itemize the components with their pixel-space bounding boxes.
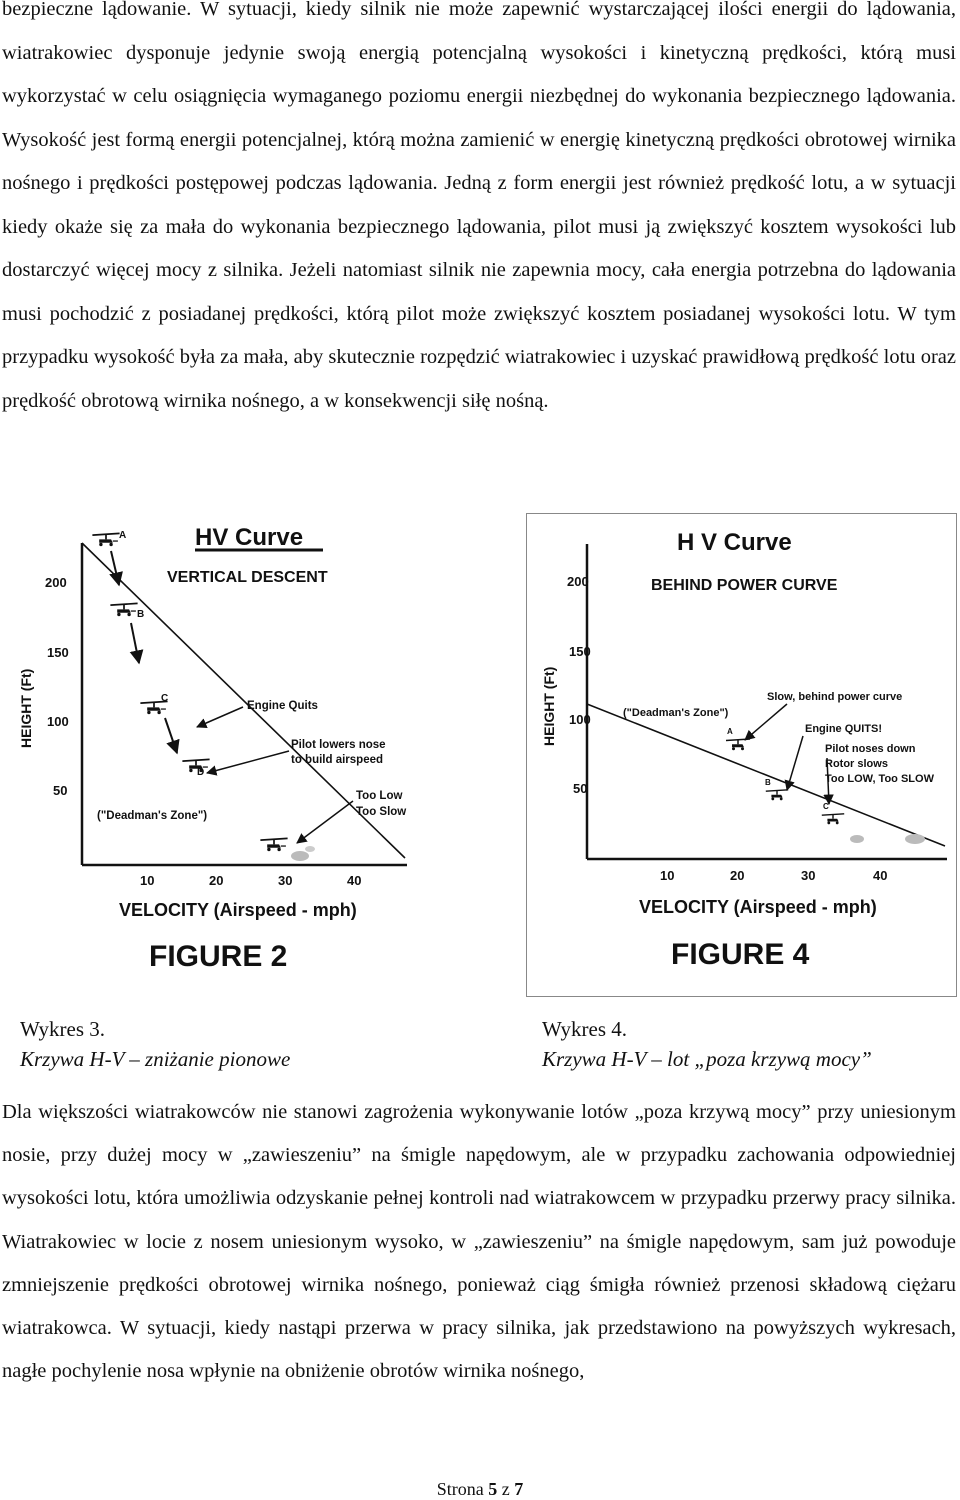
fig2-xtick: 30 — [278, 873, 293, 888]
fig4-xtick: 20 — [730, 868, 745, 883]
page-footer — [0, 1478, 960, 1500]
fig4-xtick: 30 — [801, 868, 816, 883]
fig2-annotation: Pilot lowers nose — [291, 739, 386, 751]
fig2-xtick: 10 — [140, 873, 155, 888]
page-of: z — [501, 1479, 510, 1499]
fig2-annotation: to build airspeed — [291, 754, 384, 766]
fig4-ylabel: HEIGHT (Ft) — [541, 666, 557, 746]
gyrocopter-icon — [726, 739, 750, 750]
gyrocopter-icon — [110, 603, 137, 616]
page-label: Strona — [436, 1479, 484, 1499]
fig2-ytick: 150 — [47, 645, 69, 660]
fig4-ytick: 200 — [567, 574, 589, 589]
fig2-figure-label: FIGURE 2 — [149, 940, 288, 973]
fig4-annotation: ("Deadman's Zone") — [623, 707, 729, 719]
gyrocopter-icon — [182, 759, 209, 772]
gyrocopter-icon — [260, 838, 287, 851]
fig4-xlabel: VELOCITY (Airspeed - mph) — [639, 897, 877, 917]
fig2-xlabel: VELOCITY (Airspeed - mph) — [119, 900, 357, 920]
figure-4-hv-curve-behind-power-curve — [526, 513, 957, 997]
caption-label: Wykres 3. — [20, 1017, 106, 1041]
fig2-ylabel: HEIGHT (Ft) — [18, 668, 34, 748]
fig4-subtitle: BEHIND POWER CURVE — [651, 577, 838, 594]
caption-text: Krzywa H-V – lot „poza krzywą mocy” — [542, 1047, 872, 1071]
page-total: 7 — [514, 1479, 524, 1499]
fig2-point-label: D — [197, 767, 205, 778]
gyrocopter-icon — [822, 814, 844, 825]
fig2-point-label: A — [119, 530, 127, 541]
fig4-point-label: A — [727, 727, 733, 736]
fig4-point-label: B — [765, 778, 771, 787]
fig4-ytick: 100 — [569, 712, 591, 727]
figure-2-caption — [20, 1014, 290, 1074]
gyrocopter-icon — [92, 533, 119, 546]
fig4-xtick: 10 — [660, 868, 675, 883]
fig4-title: H V Curve — [677, 529, 792, 556]
body-paragraph-1: bezpieczne lądowanie. W sytuacji, kiedy silnik nie może zapewnić wystarczającej ilości energii do lądowania, wiatrakowiec dysponuje jedynie swoją energią potencjalną wysokości i kinetyczną prędkości, którą musi wykorzystać w celu osiągnięcia wymaganego poziomu energii niezbędnej do wykonania bezpiecznego lądowania. Wysokość jest formą energii potencjalnej, którą można zamienić w energię kinetyczną prędkości obrotowej wirnika nośnego i prędkości postępowej podczas lądowania. Jedną z form energii jest również prędkość lotu, a w sytuacji kiedy okaże się za mała do wykonania bezpiecznego lądowania, pilot musi ją zwiększyć kosztem wysokości lub dostarczyć więcej mocy z silnika. Jeżeli natomiast silnik nie zapewnia mocy, cała energia potrzebna do lądowania musi pochodzić z posiadanej prędkości, którą pilot może zwiększyć kosztem posiadanej wysokości lotu. W tym przypadku wysokość była za mała, aby skutecznie rozpędzić wiatrakowiec i uzyskać prawidłową prędkość lotu oraz prędkość obrotową wirnika nośnego, a w konsekwencji siłę nośną. — [2, 0, 956, 412]
fig2-point-label: B — [137, 609, 145, 620]
fig4-xtick: 40 — [873, 868, 888, 883]
fig4-ytick: 50 — [573, 781, 588, 796]
fig4-figure-label: FIGURE 4 — [671, 938, 810, 971]
figure-2-hv-curve-vertical-descent — [7, 513, 427, 997]
arrow-icon — [111, 551, 119, 585]
fig2-subtitle: VERTICAL DESCENT — [167, 569, 328, 586]
caption-label: Wykres 4. — [542, 1017, 628, 1041]
fig4-annotation: Rotor slows — [825, 758, 888, 770]
fig2-point-label: C — [161, 693, 169, 704]
fig2-xtick: 40 — [347, 873, 362, 888]
fig4-point-label: C — [823, 802, 829, 811]
page-number: 5 — [488, 1479, 498, 1499]
fig4-annotation: Pilot noses down — [825, 743, 916, 755]
fig2-ytick: 100 — [47, 714, 69, 729]
fig2-title: HV Curve — [195, 524, 304, 551]
fig4-annotation: Too LOW, Too SLOW — [825, 773, 934, 785]
caption-text: Krzywa H-V – zniżanie pionowe — [20, 1047, 291, 1071]
fig2-xtick: 20 — [209, 873, 224, 888]
fig2-annotation: Too Slow — [356, 806, 407, 818]
fig4-annotation: Slow, behind power curve — [767, 691, 903, 703]
fig4-ytick: 150 — [569, 644, 591, 659]
fig2-ytick: 200 — [45, 575, 67, 590]
gyrocopter-icon — [766, 790, 788, 801]
fig2-annotation: Engine Quits — [247, 700, 318, 712]
fig2-annotation: ("Deadman's Zone") — [97, 810, 208, 822]
arrow-icon — [165, 718, 177, 753]
fig2-annotation: Too Low — [356, 790, 403, 802]
fig2-ytick: 50 — [53, 783, 68, 798]
arrow-icon — [131, 623, 139, 663]
figure-4-caption — [542, 1014, 872, 1074]
fig4-annotation: Engine QUITS! — [805, 723, 882, 735]
body-paragraph-2: Dla większości wiatrakowców nie stanowi zagrożenia wykonywanie lotów „poza krzywą mocy” przy uniesionym nosie, przy dużej mocy w „zawieszeniu” na śmigle napędowym, ale w przypadku zachowania odpowiedniej wysokości lotu, która umożliwia odzyskanie pełnej kontroli nad wiatrakowcem w przypadku przerwy pracy silnika. Wiatrakowiec w locie z nosem uniesionym wysoko, w „zawieszeniu” na śmigle napędowym, sam już powoduje zmniejszenie prędkości obrotowej wirnika nośnego, ponieważ ciąg śmigła również przenosi składową ciężaru wiatrakowca. W sytuacji, kiedy nastąpi przerwa w pracy silnika, jak przedstawiono na powyższych wykresach, nagłe pochylenie nosa wpłynie na obniżenie obrotów wirnika nośnego, — [2, 1101, 956, 1383]
